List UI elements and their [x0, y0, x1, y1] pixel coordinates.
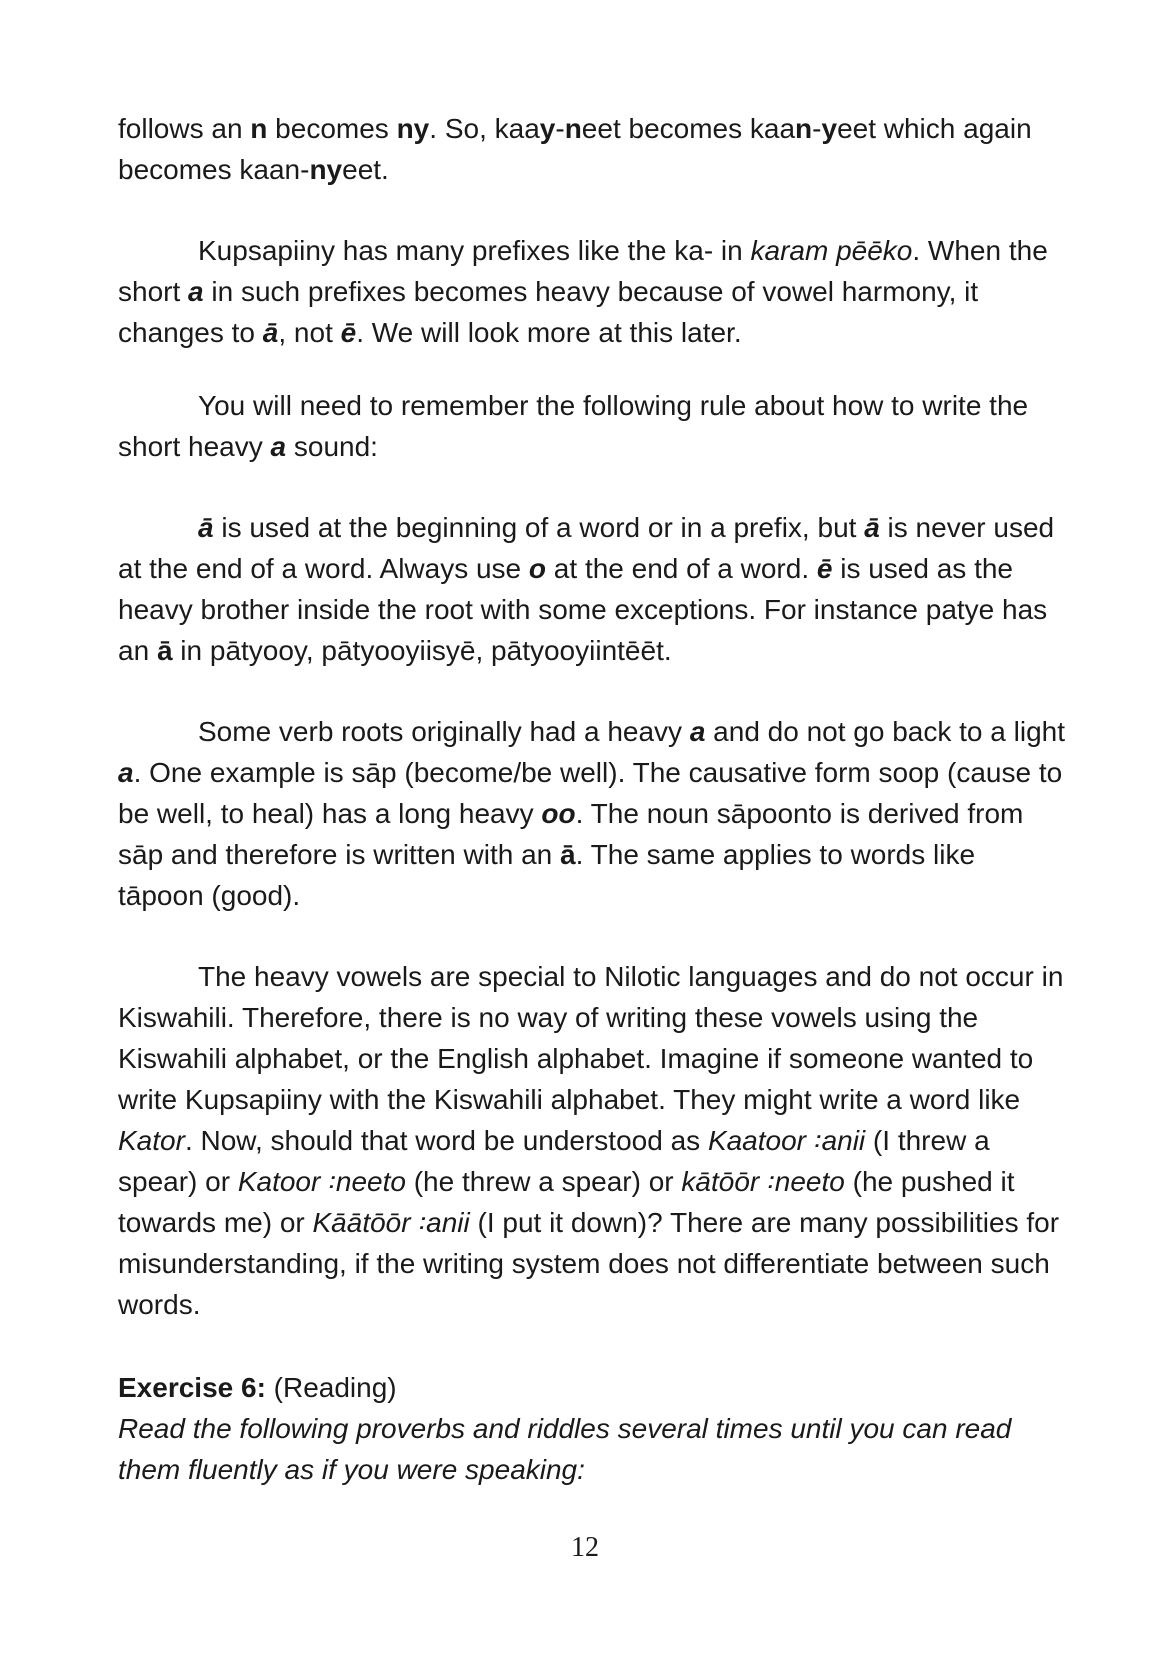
italic-text: Kāātōōr ꞉anii — [312, 1207, 470, 1238]
text: Some verb roots originally had a heavy — [198, 716, 690, 747]
text: Kupsapiiny has many prefixes like the ka- in — [198, 235, 751, 266]
text: sound: — [286, 431, 378, 462]
text: at the end of a word. — [546, 553, 817, 584]
text: . We will look more at this later. — [356, 317, 742, 348]
exercise-title: Exercise 6: — [118, 1372, 266, 1403]
paragraph-3 — [118, 385, 1068, 467]
text: You will need to remember the following rule about how to write the short heavy — [118, 390, 1029, 462]
text: . Now, should that word be understood as — [184, 1125, 708, 1156]
text: and do not go back to a light — [705, 716, 1066, 747]
bold-text: n — [795, 113, 813, 144]
text: - — [812, 113, 822, 144]
bold-italic-text: a — [270, 431, 287, 462]
bold-italic-text: ā — [262, 317, 279, 348]
bold-italic-text: ā — [198, 512, 214, 543]
italic-text: Read the following proverbs and riddles several times until you can read them fluently as if you were speaking: — [118, 1413, 1012, 1485]
bold-text: y — [821, 113, 838, 144]
text: (I put it down)? There are many possibilities for misunderstanding, if the writing system does not differentiate between such words. — [118, 1207, 1060, 1320]
bold-italic-text: a — [689, 716, 706, 747]
exercise-heading — [118, 1367, 1068, 1408]
bold-italic-text: ē — [816, 553, 833, 584]
text: (I threw a spear) or — [118, 1125, 990, 1197]
bold-text: n — [564, 113, 582, 144]
page-body — [118, 108, 1068, 1490]
bold-italic-text: oo — [541, 798, 576, 829]
text: (he threw a spear) or — [405, 1166, 682, 1197]
text: . When the short — [118, 235, 1048, 307]
bold-italic-text: a — [118, 757, 134, 788]
text: . The noun sāpoonto is derived from sāp and therefore is written with an — [118, 798, 1024, 870]
italic-text: kātōōr ꞉neeto — [681, 1166, 845, 1197]
bold-italic-text: a — [188, 276, 204, 307]
paragraph-1 — [118, 108, 1068, 190]
paragraph-2 — [118, 230, 1068, 353]
text: eet which again becomes kaan- — [118, 113, 1032, 185]
bold-text: n — [250, 113, 268, 144]
text: (he pushed it towards me) or — [118, 1166, 1015, 1238]
exercise-instruction — [118, 1408, 1068, 1490]
text: eet becomes kaa — [581, 113, 796, 144]
text: in pātyooy, pātyooyiisyē, pātyooyiintēēt. — [172, 635, 672, 666]
exercise-subtitle: (Reading) — [265, 1372, 397, 1403]
bold-text: ny — [309, 154, 343, 185]
bold-italic-text: ē — [340, 317, 357, 348]
text: . One example is sāp (become/be well). The causative form soop (cause to be well, to heal) has a long heavy — [118, 757, 1063, 829]
paragraph-6 — [118, 956, 1068, 1325]
text: . The same applies to words like tāpoon (good). — [118, 839, 976, 911]
paragraph-4 — [118, 507, 1068, 671]
text: , not — [278, 317, 341, 348]
bold-italic-text: o — [528, 553, 547, 584]
text: eet. — [342, 154, 389, 185]
text: The heavy vowels are special to Nilotic languages and do not occur in Kiswahili. Therefore, there is no way of writing these vowels using the Kiswahili alphabet, or the English alphabet. Imagine if someone wanted to write Kupsapiiny with the Kiswahili alphabet. They might write a word like — [118, 961, 1064, 1115]
italic-text: Kator — [118, 1125, 185, 1156]
italic-text: Kaatoor ꞉anii — [707, 1125, 866, 1156]
italic-text: karam pēēko — [750, 235, 913, 266]
bold-text: ā — [560, 839, 576, 870]
italic-text: Katoor ꞉neeto — [237, 1166, 406, 1197]
bold-text: ny — [396, 113, 430, 144]
bold-text: ā — [156, 635, 173, 666]
page-number: 12 — [571, 1532, 599, 1563]
paragraph-5 — [118, 711, 1068, 916]
bold-text: y — [539, 113, 556, 144]
text: follows an — [118, 113, 251, 144]
text: is used as the heavy brother inside the root with some exceptions. For instance patye has an — [118, 553, 1048, 666]
text: becomes — [267, 113, 397, 144]
text: in such prefixes becomes heavy because of vowel harmony, it changes to — [118, 276, 979, 348]
text: . So, kaa — [429, 113, 540, 144]
text: is never used at the end of a word. Always use — [118, 512, 1055, 584]
text: - — [555, 113, 565, 144]
bold-italic-text: ā — [864, 512, 880, 543]
text: is used at the beginning of a word or in a prefix, but — [213, 512, 865, 543]
